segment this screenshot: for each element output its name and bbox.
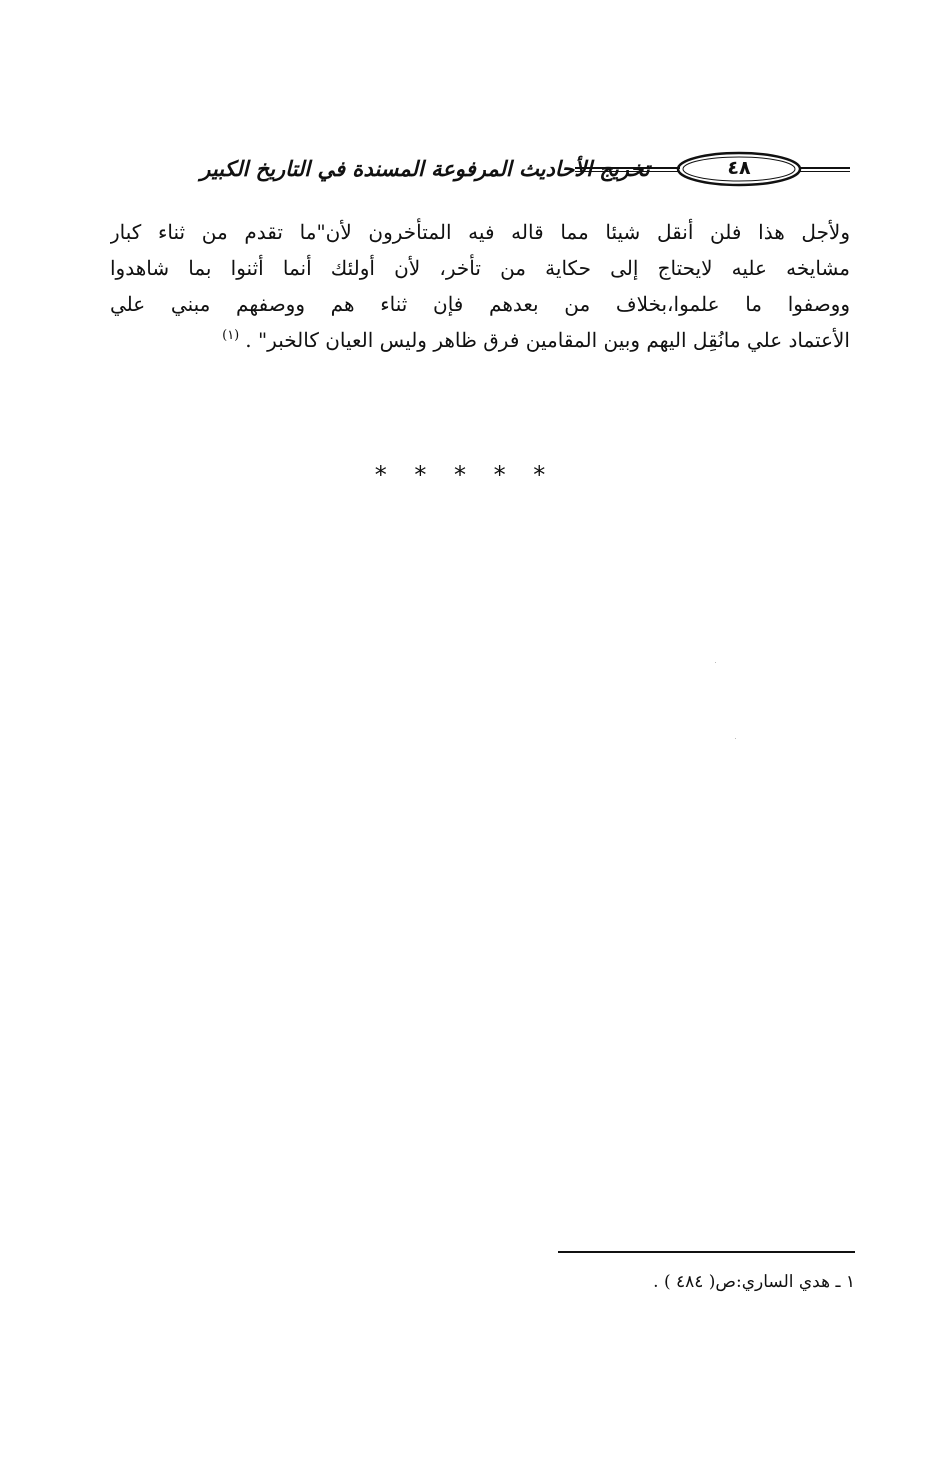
footnote-reference: (١) <box>222 328 240 344</box>
page-header <box>105 142 850 202</box>
paragraph-line: ولأجل هذا فلن أنقل شيئا مما قاله فيه المتأخرون لأن"ما تقدم من ثناء كبار <box>110 220 850 244</box>
footnote-divider <box>558 1251 855 1253</box>
paragraph-line-last <box>110 322 850 358</box>
running-title: تخريج الأحاديث المرفوعة المسندة في التاريخ الكبير <box>200 156 650 181</box>
page-number: ٤٨ <box>727 157 751 179</box>
footnote-text: ١ ـ هدي الساري:ص( ٤٨٤ ) . <box>653 1272 855 1292</box>
section-separator: * * * * * <box>374 461 556 489</box>
paragraph-line: ووصفوا ما علموا،بخلاف من بعدهم فإن ثناء هم ووصفهم مبني علي <box>110 292 850 316</box>
paragraph-line: مشايخه عليه لايحتاج إلى حكاية من تأخر، لأن أولئك أنما أثنوا بما شاهدوا <box>110 256 850 280</box>
main-paragraph <box>110 214 850 358</box>
paragraph-line-text: الأعتماد علي مانُقِل اليهم وبين المقامين فرق ظاهر وليس العيان كالخبر" . <box>245 328 850 352</box>
header-rule-right <box>800 167 850 172</box>
